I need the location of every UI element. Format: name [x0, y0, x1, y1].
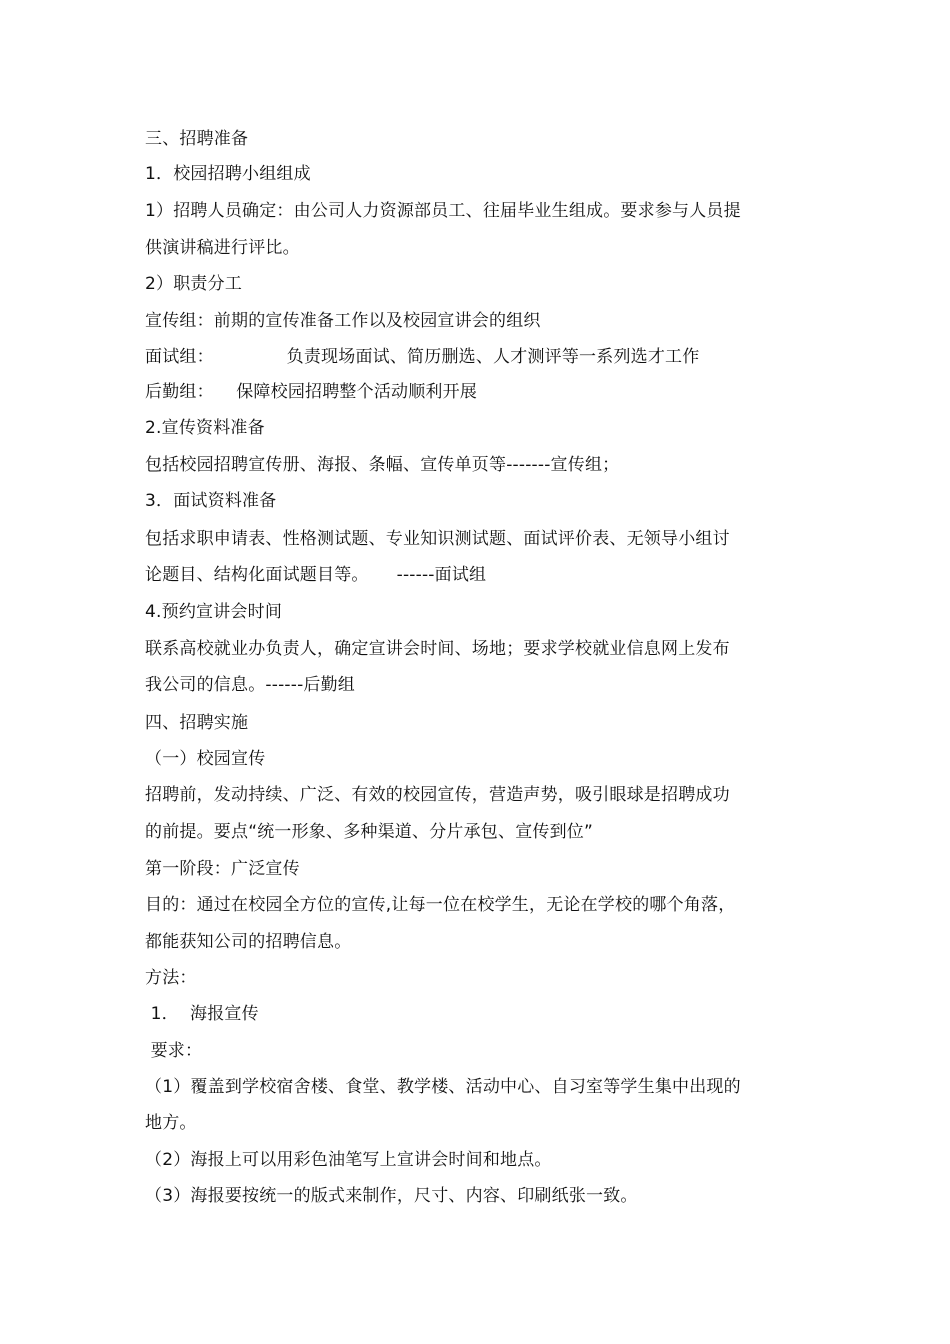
- subheading-publicity-materials: 2.宣传资料准备: [145, 418, 265, 438]
- paragraph-line: 宣传组：前期的宣传准备工作以及校园宣讲会的组织: [145, 311, 541, 331]
- paragraph-line: 供演讲稿进行评比。: [145, 238, 300, 258]
- section-heading-implementation: 四、招聘实施: [145, 713, 249, 733]
- paragraph-line: 方法：: [145, 968, 197, 988]
- subheading-interview-materials: 3．面试资料准备: [145, 491, 277, 511]
- paragraph-line: 后勤组： 保障校园招聘整个活动顺利开展: [145, 382, 478, 402]
- paragraph-line: 联系高校就业办负责人，确定宣讲会时间、场地；要求学校就业信息网上发布: [145, 639, 730, 659]
- subheading-campus-publicity: （一）校园宣传: [145, 749, 266, 769]
- subheading-schedule-seminar: 4.预约宣讲会时间: [145, 602, 283, 622]
- paragraph-line: 地方。: [145, 1113, 197, 1133]
- paragraph-line: 我公司的信息。------后勤组: [145, 675, 356, 695]
- list-item: （3）海报要按统一的版式来制作，尺寸、内容、印刷纸张一致。: [145, 1186, 638, 1206]
- paragraph-line: 面试组： 负责现场面试、简历删选、人才测评等一系列选才工作: [145, 347, 700, 367]
- paragraph-line: 论题目、结构化面试题目等。 ------面试组: [145, 565, 487, 585]
- subheading-duties: 2）职责分工: [145, 274, 243, 294]
- paragraph-line: 1）招聘人员确定：由公司人力资源部员工、往届毕业生组成。要求参与人员提: [145, 201, 741, 221]
- paragraph-line: 都能获知公司的招聘信息。: [145, 932, 352, 952]
- list-item: （2）海报上可以用彩色油笔写上宣讲会时间和地点。: [145, 1150, 552, 1170]
- paragraph-line: 目的：通过在校园全方位的宣传,让每一位在校学生，无论在学校的哪个角落，: [145, 895, 736, 915]
- paragraph-line: 包括校园招聘宣传册、海报、条幅、宣传单页等-------宣传组；: [145, 455, 620, 475]
- paragraph-line: 要求：: [145, 1041, 203, 1061]
- section-heading-recruitment-prep: 三、招聘准备: [145, 129, 249, 149]
- subheading-team-composition: 1．校园招聘小组组成: [145, 164, 311, 184]
- paragraph-line: 包括求职申请表、性格测试题、专业知识测试题、面试评价表、无领导小组讨: [145, 529, 730, 549]
- paragraph-line: 招聘前，发动持续、广泛、有效的校园宣传，营造声势，吸引眼球是招聘成功: [145, 785, 730, 805]
- list-item: （1）覆盖到学校宿舍楼、食堂、教学楼、活动中心、自习室等学生集中出现的: [145, 1077, 741, 1097]
- paragraph-line: 的前提。要点“统一形象、多种渠道、分片承包、宣传到位”: [145, 822, 594, 842]
- subheading-phase-one: 第一阶段：广泛宣传: [145, 859, 300, 879]
- list-item-poster: 1． 海报宣传: [145, 1004, 259, 1024]
